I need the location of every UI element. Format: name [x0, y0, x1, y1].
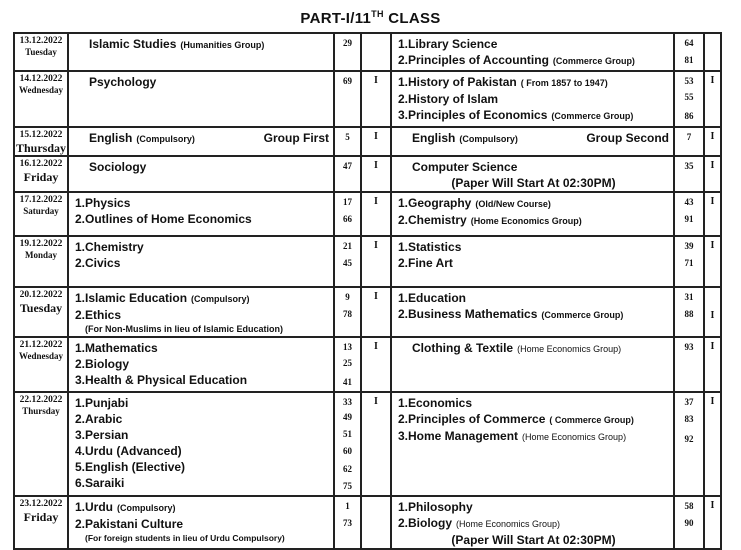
exam-day: Tuesday — [25, 47, 57, 57]
session-mark: I — [710, 310, 715, 321]
paper-code: 81 — [684, 55, 694, 65]
paper-code: 35 — [684, 161, 694, 171]
paper-code: 43 — [684, 197, 694, 207]
paper-code-cell — [674, 192, 704, 236]
subject-name: 1.Geography — [398, 196, 472, 210]
exam-day: Saturday — [23, 206, 59, 216]
paper-code: 47 — [343, 161, 352, 171]
session-mark-cell — [704, 496, 721, 549]
session-mark: I — [710, 160, 715, 171]
subject-note: (Home Economics Group) — [456, 519, 561, 530]
session-mark: I — [710, 500, 715, 512]
subject-cell-left — [68, 71, 334, 127]
paper-code: 71 — [684, 258, 694, 268]
subject-line — [75, 74, 329, 90]
exam-day: Tuesday — [19, 301, 63, 315]
exam-row — [14, 236, 721, 287]
subject-line — [75, 159, 329, 175]
subject-note: (Compulsory) — [117, 503, 176, 514]
subject-line — [75, 516, 329, 532]
subject-line — [75, 130, 329, 147]
exam-row — [14, 192, 721, 236]
subject-name: 2.Biology — [398, 516, 453, 531]
subject-line — [75, 395, 329, 411]
subject-line — [398, 239, 669, 255]
paper-code: 62 — [343, 463, 352, 474]
group-label: Group Second — [586, 131, 669, 145]
paper-code: 91 — [684, 214, 694, 224]
subject-note: (Home Economics Group) — [470, 216, 582, 226]
subject-name: 2.Ethics — [75, 308, 122, 322]
exam-day: Thursday — [15, 141, 67, 155]
paper-code: 66 — [343, 214, 352, 224]
session-mark: I — [710, 240, 715, 251]
paper-code-cell — [674, 496, 704, 549]
subject-line — [398, 515, 669, 532]
paper-code: 64 — [684, 38, 694, 48]
subject-name: 2.Fine Art — [398, 256, 453, 270]
subject-line — [75, 499, 329, 516]
exam-day: Thursday — [22, 406, 60, 416]
subject-name: 1.Physics — [75, 196, 131, 210]
subject-name: (Paper Will Start At 02:30PM) — [451, 176, 616, 190]
subject-name: 2.Arabic — [75, 412, 123, 426]
subject-name: 1.Punjabi — [75, 396, 129, 410]
subject-note: (Compulsory) — [191, 294, 250, 304]
session-mark: I — [374, 196, 378, 207]
exam-date: 20.12.2022 — [19, 290, 63, 300]
subject-line — [75, 443, 329, 459]
subject-name: (For foreign students in lieu of Urdu Compulsory) — [85, 533, 285, 544]
paper-code: 1 — [345, 501, 350, 512]
subject-name: 2.Principles of Commerce — [398, 412, 546, 426]
exam-date-cell — [14, 192, 68, 236]
exam-date: 15.12.2022 — [19, 130, 63, 140]
subject-note: (Home Economics Group) — [522, 432, 627, 442]
session-mark: I — [374, 131, 378, 142]
paper-code: 58 — [684, 501, 694, 512]
exam-row — [14, 33, 721, 71]
paper-code-cell — [674, 337, 704, 392]
paper-code: 5 — [345, 132, 350, 142]
exam-date: 21.12.2022 — [19, 340, 63, 350]
subject-name: Clothing & Textile — [412, 341, 514, 355]
subject-line — [75, 475, 329, 491]
subject-line — [398, 499, 669, 515]
paper-code: 88 — [684, 309, 694, 319]
session-mark-cell — [704, 192, 721, 236]
exam-date-cell — [14, 287, 68, 337]
group-label: Group First — [263, 131, 329, 145]
subject-name: 2.Pakistani Culture — [75, 517, 184, 532]
subject-line — [398, 532, 669, 548]
paper-code: 33 — [343, 397, 352, 407]
session-mark-cell — [361, 337, 391, 392]
paper-code: 55 — [684, 92, 694, 102]
subject-cell-left — [68, 392, 334, 496]
exam-date: 22.12.2022 — [19, 395, 63, 405]
page-title — [0, 9, 741, 27]
subject-line — [398, 130, 669, 147]
paper-code: 21 — [343, 241, 352, 251]
subject-name: 1.Library Science — [398, 37, 498, 51]
subject-name: 2.Business Mathematics — [398, 307, 538, 321]
subject-line — [398, 195, 669, 212]
session-mark: I — [374, 160, 378, 171]
paper-code: 41 — [343, 376, 352, 387]
subject-line — [398, 290, 669, 306]
paper-code: 31 — [684, 292, 694, 302]
exam-day: Monday — [24, 250, 57, 260]
paper-code: 25 — [343, 358, 352, 368]
subject-line — [398, 159, 669, 175]
subject-line — [75, 195, 329, 211]
session-mark-cell — [361, 156, 391, 192]
subject-cell-right — [391, 156, 674, 192]
session-mark: I — [710, 131, 715, 142]
subject-name: 1.History of Pakistan — [398, 75, 517, 89]
subject-name: Sociology — [89, 160, 147, 174]
session-mark-cell — [361, 71, 391, 127]
paper-code: 17 — [343, 197, 352, 207]
subject-cell-left — [68, 236, 334, 287]
subject-line — [75, 36, 329, 53]
subject-name: 1.Economics — [398, 396, 473, 410]
subject-line — [75, 459, 329, 475]
subject-cell-right — [391, 337, 674, 392]
subject-note: ( Commerce Group) — [549, 415, 634, 425]
exam-date: 14.12.2022 — [19, 74, 63, 84]
title-superscript: TH — [371, 9, 384, 19]
paper-code-cell — [334, 192, 361, 236]
exam-date: 19.12.2022 — [19, 239, 63, 249]
subject-name: 3.Principles of Economics — [398, 108, 548, 122]
subject-name: Islamic Studies — [89, 37, 177, 51]
session-mark: I — [374, 341, 378, 352]
session-mark-cell — [704, 127, 721, 156]
subject-note: (Commerce Group) — [541, 310, 624, 320]
subject-line — [398, 36, 669, 52]
paper-code-cell — [334, 156, 361, 192]
subject-cell-right — [391, 33, 674, 71]
exam-row — [14, 156, 721, 192]
subject-line — [398, 411, 669, 428]
paper-code-cell — [334, 127, 361, 156]
subject-note: (Commerce Group) — [551, 111, 634, 121]
subject-cell-left — [68, 192, 334, 236]
subject-line — [398, 306, 669, 323]
subject-line — [75, 372, 329, 388]
subject-note: (Compulsory) — [459, 134, 518, 144]
subject-name: 6.Saraiki — [75, 476, 125, 490]
session-mark: I — [374, 240, 378, 251]
exam-row — [14, 71, 721, 127]
paper-code-cell — [674, 33, 704, 71]
exam-date: 23.12.2022 — [19, 499, 63, 510]
subject-cell-right — [391, 192, 674, 236]
subject-name: Psychology — [89, 75, 157, 89]
subject-name: 1.Islamic Education — [75, 291, 188, 305]
exam-row — [14, 392, 721, 496]
subject-name: 1.Mathematics — [75, 341, 158, 355]
subject-cell-left — [68, 33, 334, 71]
subject-cell-right — [391, 287, 674, 337]
exam-row — [14, 496, 721, 549]
exam-day: Friday — [23, 510, 59, 525]
session-mark-cell — [704, 287, 721, 337]
subject-name: 1.Chemistry — [75, 240, 144, 254]
exam-date-cell — [14, 337, 68, 392]
paper-code-cell — [674, 287, 704, 337]
subject-name: 2.Outlines of Home Economics — [75, 212, 252, 226]
subject-name: 2.History of Islam — [398, 92, 499, 106]
subject-name: 2.Civics — [75, 256, 121, 270]
subject-name: (For Non-Muslims in lieu of Islamic Education) — [85, 324, 284, 334]
session-mark-cell — [704, 392, 721, 496]
session-mark: I — [374, 75, 378, 86]
subject-cell-right — [391, 496, 674, 549]
session-mark-cell — [704, 33, 721, 71]
session-mark: I — [710, 75, 715, 86]
subject-note: ( From 1857 to 1947) — [520, 78, 608, 88]
paper-code: 37 — [684, 397, 694, 407]
session-mark-cell — [361, 192, 391, 236]
exam-row — [14, 337, 721, 392]
exam-date-cell — [14, 127, 68, 156]
subject-note: (Compulsory) — [136, 134, 195, 144]
paper-code: 78 — [343, 309, 352, 319]
exam-date: 16.12.2022 — [19, 159, 63, 169]
paper-code-cell — [334, 71, 361, 127]
paper-code: 83 — [684, 414, 694, 424]
subject-name: 2.Chemistry — [398, 213, 467, 227]
subject-name: English — [89, 131, 133, 145]
session-mark-cell — [704, 156, 721, 192]
session-mark-cell — [361, 392, 391, 496]
paper-code: 69 — [343, 76, 352, 86]
exam-date-cell — [14, 392, 68, 496]
subject-note: (Old/New Course) — [475, 199, 551, 209]
paper-code-cell — [674, 127, 704, 156]
subject-note: (Home Economics Group) — [517, 344, 622, 354]
subject-cell-left — [68, 287, 334, 337]
paper-code: 7 — [686, 132, 692, 142]
paper-code-cell — [334, 236, 361, 287]
subject-line — [75, 340, 329, 356]
subject-line — [75, 290, 329, 307]
session-mark-cell — [704, 337, 721, 392]
subject-line — [398, 91, 669, 107]
exam-date-cell — [14, 236, 68, 287]
subject-line — [398, 52, 669, 69]
paper-code-cell — [674, 71, 704, 127]
paper-code: 13 — [343, 342, 352, 352]
subject-line — [75, 356, 329, 372]
paper-code-cell — [334, 496, 361, 549]
session-mark-cell — [361, 236, 391, 287]
session-mark-cell — [704, 236, 721, 287]
subject-name: 3.Persian — [75, 428, 129, 442]
subject-cell-left — [68, 496, 334, 549]
subject-name: 3.Home Management — [398, 429, 519, 443]
exam-day: Wednesday — [18, 85, 63, 95]
subject-line — [75, 255, 329, 271]
subject-name: 1.Philosophy — [398, 500, 473, 515]
subject-line — [75, 427, 329, 443]
session-mark: I — [710, 196, 715, 207]
subject-cell-right — [391, 236, 674, 287]
subject-cell-left — [68, 156, 334, 192]
paper-code: 93 — [684, 342, 694, 352]
subject-name: English — [412, 131, 456, 145]
paper-code-cell — [674, 156, 704, 192]
subject-line — [398, 340, 669, 357]
subject-line — [398, 175, 669, 191]
paper-code: 60 — [343, 446, 352, 457]
paper-code: 45 — [343, 258, 352, 268]
exam-row — [14, 127, 721, 156]
session-mark: I — [710, 341, 715, 352]
subject-name: 1.Urdu — [75, 500, 114, 515]
subject-cell-left — [68, 337, 334, 392]
session-mark-cell — [361, 287, 391, 337]
title-text: PART-I/11 — [300, 10, 372, 27]
exam-date: 17.12.2022 — [19, 195, 63, 205]
subject-name: 3.Health & Physical Education — [75, 373, 248, 387]
exam-day: Wednesday — [18, 351, 63, 361]
subject-note: (Commerce Group) — [552, 56, 635, 66]
subject-name: 1.Education — [398, 291, 467, 305]
subject-line — [75, 323, 329, 335]
subject-line — [398, 395, 669, 411]
session-mark-cell — [361, 127, 391, 156]
session-mark: I — [374, 396, 378, 407]
exam-date-cell — [14, 156, 68, 192]
exam-date: 13.12.2022 — [19, 36, 63, 46]
subject-line — [398, 212, 669, 229]
paper-code: 49 — [343, 412, 352, 422]
session-mark-cell — [704, 71, 721, 127]
paper-code: 39 — [684, 241, 694, 251]
exam-date-cell — [14, 33, 68, 71]
paper-code: 73 — [343, 518, 352, 529]
subject-line — [75, 211, 329, 227]
paper-code: 29 — [343, 38, 352, 48]
subject-cell-left — [68, 127, 334, 156]
session-mark: I — [710, 396, 715, 407]
subject-line — [75, 411, 329, 427]
exam-date-cell — [14, 71, 68, 127]
subject-cell-right — [391, 392, 674, 496]
session-mark: I — [374, 291, 378, 302]
paper-code-cell — [674, 236, 704, 287]
paper-code: 86 — [684, 111, 694, 121]
paper-code: 75 — [343, 480, 352, 491]
subject-cell-right — [391, 127, 674, 156]
session-mark-cell — [361, 496, 391, 549]
paper-code-cell — [334, 337, 361, 392]
subject-line — [75, 307, 329, 323]
subject-line — [398, 255, 669, 271]
paper-code-cell — [674, 392, 704, 496]
paper-code: 51 — [343, 429, 352, 440]
paper-code-cell — [334, 392, 361, 496]
subject-cell-right — [391, 71, 674, 127]
subject-line — [75, 532, 329, 544]
exam-day: Friday — [23, 170, 59, 184]
date-sheet-table — [13, 32, 722, 550]
subject-name: 2.Biology — [75, 357, 130, 371]
title-suffix: CLASS — [383, 10, 441, 27]
paper-code-cell — [334, 33, 361, 71]
subject-name: 4.Urdu (Advanced) — [75, 444, 182, 458]
subject-line — [398, 107, 669, 124]
session-mark-cell — [361, 33, 391, 71]
exam-date-cell — [14, 496, 68, 549]
subject-name: 5.English (Elective) — [75, 460, 186, 474]
paper-code: 90 — [684, 518, 694, 529]
paper-code: 92 — [684, 434, 694, 444]
subject-name: 2.Principles of Accounting — [398, 53, 549, 67]
subject-line — [398, 428, 669, 445]
subject-note: (Humanities Group) — [180, 40, 265, 50]
subject-name: Computer Science — [412, 160, 518, 174]
subject-name: (Paper Will Start At 02:30PM) — [451, 533, 616, 548]
paper-code: 9 — [345, 292, 350, 302]
subject-line — [75, 239, 329, 255]
exam-row — [14, 287, 721, 337]
subject-name: 1.Statistics — [398, 240, 462, 254]
paper-code: 53 — [684, 76, 694, 86]
subject-line — [398, 74, 669, 91]
paper-code-cell — [334, 287, 361, 337]
